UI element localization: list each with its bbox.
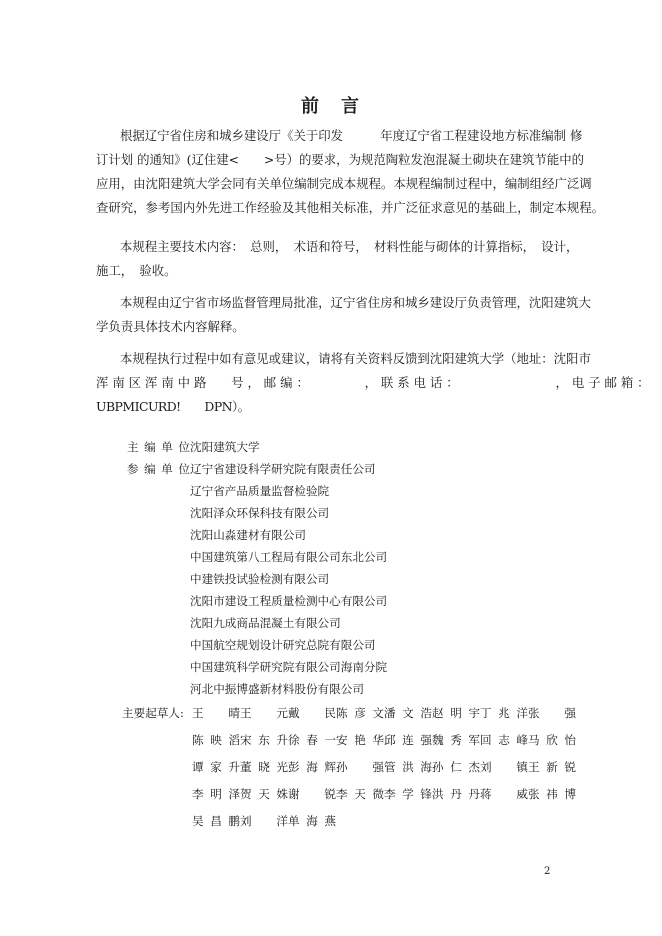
drafter-name: 马欣怡 (528, 733, 576, 747)
drafter-name: 李天微 (336, 787, 384, 801)
drafter-name: 张祎博 (528, 787, 576, 801)
drafter-name: 洪丹丹 (432, 787, 480, 801)
paragraph-line: 浑 南 区 浑 南 中 路 号 ， 邮 编 ： ， 联 系 电 话 ： ， 电 子 邮 箱 ： (96, 375, 650, 390)
drafter-name: 谢 锐 (288, 787, 336, 801)
participating-unit: 沈阳九成商品混凝土有限公司 (190, 616, 341, 630)
drafter-name: 王 元 (240, 706, 288, 720)
drafter-name: 孙仁杰 (432, 760, 480, 774)
drafters-label: 主要起草人: (122, 706, 184, 720)
paragraph-feedback (96, 347, 650, 419)
main-drafters (122, 700, 576, 835)
drafter-name: 安艳华 (336, 733, 384, 747)
drafter-name: 戴 民 (288, 706, 336, 720)
drafter-name: 单海燕 (288, 814, 336, 828)
paragraph-approval (96, 291, 591, 339)
drafter-name: 管洪海 (384, 760, 432, 774)
drafter-name: 徐春一 (288, 733, 336, 747)
drafter-name: 王新锐 (528, 760, 576, 774)
page-title (0, 92, 662, 118)
drafter-name: 刘 洋 (240, 814, 288, 828)
participating-unit: 辽宁省产品质量监督检验院 (190, 484, 330, 498)
drafter-name: 张 强 (528, 706, 576, 720)
participating-unit: 沈阳泽众环保科技有限公司 (190, 506, 330, 520)
drafter-name: 刘 镇 (480, 760, 528, 774)
paragraph-line: 查研究，参考国内外先进工作经验及其他相关标准，并广泛征求意见的基础上，制定本规程。 (96, 200, 605, 215)
drafter-name: 宋东升 (240, 733, 288, 747)
participating-unit: 辽宁省建设科学研究院有限责任公司 (190, 462, 376, 476)
paragraph-line: 订计划 的通知》(辽住建< >号）的要求，为规范陶粒发泡混凝土砌块在建筑节能中的 (96, 152, 584, 167)
drafter-name: 陈彦文 (336, 706, 384, 720)
participating-unit: 河北中振博盛新材料股份有限公司 (190, 682, 364, 696)
drafter-name: 李明泽 (192, 787, 240, 801)
participating-unit: 沈阳市建设工程质量检测中心有限公司 (190, 594, 388, 608)
paragraph-line: 本规程执行过程中如有意见或建议，请将有关资料反馈到沈阳建筑大学（地址：沈阳市 (120, 351, 591, 366)
paragraph-line: 根据辽宁省住房和城乡建设厅《关于印发 年度辽宁省工程建设地方标准编制 修 (120, 128, 583, 143)
paragraph-line: UBPMICURD! DPN）。 (96, 399, 250, 414)
drafter-name: 彭海辉 (288, 760, 336, 774)
participating-unit: 中国航空规划设计研究总院有限公司 (190, 638, 376, 652)
title-char-1: 前 (301, 96, 321, 117)
paragraph-basis (96, 124, 605, 220)
participating-unit: 中国建筑科学研究院有限公司海南分院 (190, 660, 388, 674)
drafter-name: 回志峰 (480, 733, 528, 747)
drafter-name: 李学锋 (384, 787, 432, 801)
drafter-name: 赵明宇 (432, 706, 480, 720)
drafter-name: 邱连强 (384, 733, 432, 747)
page-number: 2 (544, 866, 551, 877)
participating-units-label: 参编单位 (127, 462, 190, 476)
drafter-name: 孙 强 (336, 760, 384, 774)
paragraph-line: 应用，由沈阳建筑大学会同有关单位编制完成本规程。本规程编制过程中，编制组经广泛调 (96, 176, 592, 191)
paragraph-line: 本规程主要技术内容： 总则， 术语和符号， 材料性能与砌体的计算指标， 设计， (120, 239, 579, 254)
drafter-name: 吴昌鹏 (192, 814, 240, 828)
drafter-name: 董晓光 (240, 760, 288, 774)
paragraph-line: 学负责具体技术内容解释。 (96, 319, 245, 334)
drafter-name: 潘文浩 (384, 706, 432, 720)
drafter-name: 陈映滔 (192, 733, 240, 747)
drafter-name: 王 晴 (192, 706, 240, 720)
chief-unit-label: 主编单位 (127, 440, 190, 454)
drafter-name: 蒋 威 (480, 787, 528, 801)
participating-unit: 沈阳山淼建材有限公司 (190, 528, 306, 542)
participating-unit: 中建铁投试验检测有限公司 (190, 572, 330, 586)
participating-unit: 中国建筑第八工程局有限公司东北公司 (190, 550, 388, 564)
compiling-units (127, 436, 387, 700)
title-char-2: 言 (341, 96, 361, 117)
drafter-name: 丁兆洋 (480, 706, 528, 720)
paragraph-technical-content (96, 235, 579, 283)
drafter-name: 魏秀军 (432, 733, 480, 747)
paragraph-line: 施工， 验收。 (96, 263, 177, 278)
drafter-name: 谭家升 (192, 760, 240, 774)
drafter-name: 贺天姝 (240, 787, 288, 801)
paragraph-line: 本规程由辽宁省市场监督管理局批准，辽宁省住房和城乡建设厅负责管理，沈阳建筑大 (120, 295, 591, 310)
chief-unit: 沈阳建筑大学 (190, 440, 260, 454)
